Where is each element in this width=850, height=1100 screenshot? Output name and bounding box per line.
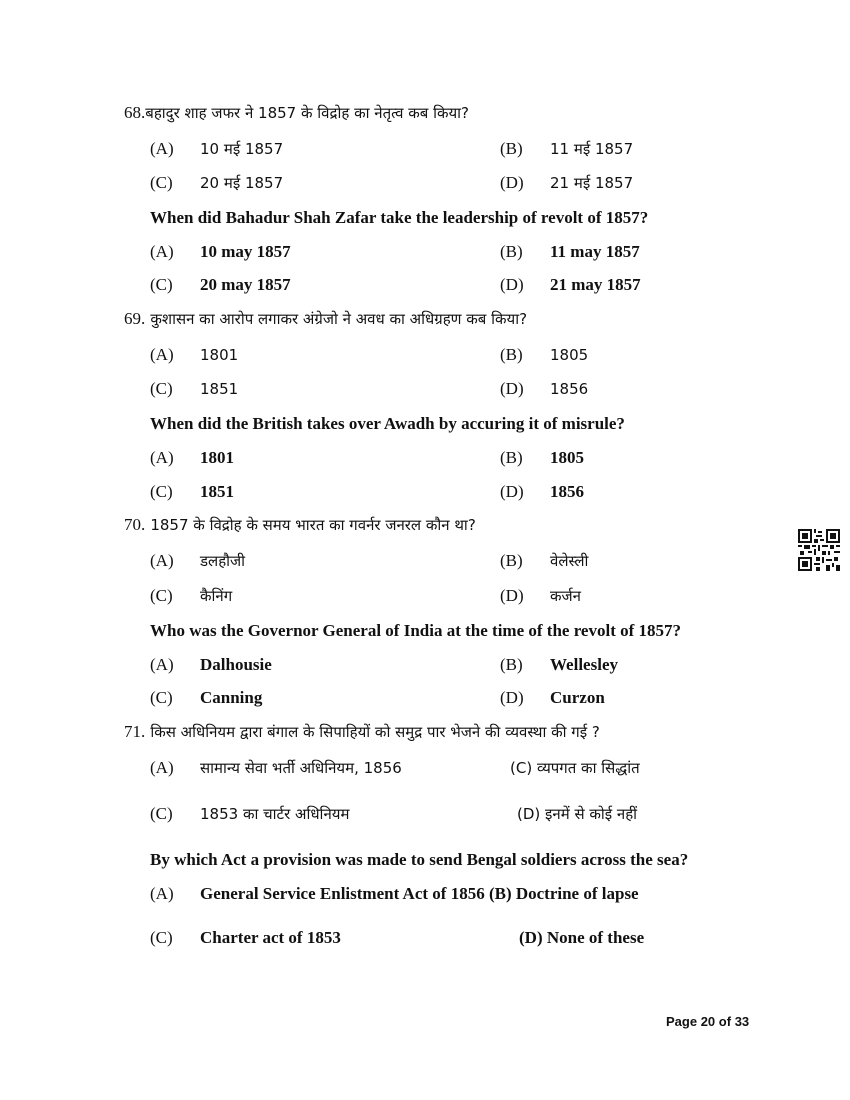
option-tag: (D) — [500, 379, 524, 398]
option-text: 1851 — [200, 482, 234, 501]
option-tag: (A) — [150, 345, 174, 364]
option-tag: (A) — [150, 551, 174, 570]
question-71-english: By which Act a provision was made to send Bengal soldiers across the sea? — [150, 850, 689, 869]
question-text: कुशासन का आरोप लगाकर अंग्रेजो ने अवध का अधिग्रहण कब किया? — [150, 310, 528, 328]
option-text: General Service Enlistment Act of 1856 (B) Doctrine of lapse — [200, 884, 639, 903]
option-text: Canning — [200, 688, 263, 707]
option-text: 11 may 1857 — [550, 242, 640, 261]
option-text: Dalhousie — [200, 655, 272, 674]
page-footer — [666, 1014, 749, 1029]
option-text: 21 मई 1857 — [550, 174, 634, 192]
option-tag: (C) — [150, 275, 173, 294]
page-number: 20 — [700, 1014, 716, 1029]
page-label: Page — [666, 1014, 698, 1029]
option-text: (D) None of these — [519, 928, 645, 947]
option-text: 1853 का चार्टर अधिनियम — [200, 805, 350, 823]
option-text: डलहौजी — [200, 552, 246, 570]
option-text: 10 मई 1857 — [200, 140, 284, 158]
option-tag: (B) — [500, 551, 523, 570]
option-tag: (C) — [150, 379, 173, 398]
option-text: 1851 — [200, 380, 239, 398]
option-text: Charter act of 1853 — [200, 928, 341, 947]
option-tag: (D) — [500, 586, 524, 605]
qr-code-icon — [798, 529, 840, 571]
option-text: 20 मई 1857 — [200, 174, 284, 192]
question-number: 69. — [124, 309, 146, 328]
option-tag: (C) — [150, 586, 173, 605]
option-tag: (C) — [150, 928, 173, 947]
option-tag: (D) — [500, 688, 524, 707]
option-text: 1856 — [550, 482, 584, 501]
option-tag: (B) — [500, 139, 523, 158]
option-text: कैनिंग — [200, 587, 233, 605]
question-70-hindi — [124, 514, 476, 536]
question-69-hindi — [124, 308, 527, 330]
option-text: वेलेस्ली — [550, 552, 589, 570]
option-tag: (A) — [150, 758, 174, 777]
option-text: 20 may 1857 — [200, 275, 291, 294]
option-text: (C) व्यपगत का सिद्धांत — [510, 759, 640, 777]
option-text: सामान्य सेवा भर्ती अधिनियम, 1856 — [200, 759, 402, 777]
question-69-english: When did the British takes over Awadh by accuring it of misrule? — [150, 414, 625, 433]
of-label: of — [718, 1014, 732, 1029]
question-number: 70. — [124, 515, 146, 534]
option-tag: (A) — [150, 655, 174, 674]
option-tag: (B) — [500, 448, 523, 467]
option-tag: (C) — [150, 688, 173, 707]
question-71-hindi — [124, 721, 600, 743]
option-text: 11 मई 1857 — [550, 140, 634, 158]
question-text: बहादुर शाह जफर ने 1857 के विद्रोह का नेतृत्व कब किया? — [145, 104, 470, 122]
option-text: 1856 — [550, 380, 589, 398]
question-number: 71. — [124, 722, 146, 741]
option-tag: (C) — [150, 804, 173, 823]
option-tag: (D) — [500, 275, 524, 294]
option-text: 1801 — [200, 346, 239, 364]
option-tag: (D) — [500, 173, 524, 192]
option-tag: (C) — [150, 173, 173, 192]
option-text: Curzon — [550, 688, 605, 707]
option-text: कर्जन — [550, 587, 581, 605]
option-text: 1805 — [550, 448, 584, 467]
option-text: 10 may 1857 — [200, 242, 291, 261]
question-70-english: Who was the Governor General of India at the time of the revolt of 1857? — [150, 621, 682, 640]
question-text: किस अधिनियम द्वारा बंगाल के सिपाहियों को समुद्र पार भेजने की व्यवस्था की गई ? — [150, 723, 600, 741]
option-tag: (B) — [500, 345, 523, 364]
option-tag: (B) — [500, 655, 523, 674]
question-68-hindi — [124, 102, 469, 124]
option-tag: (D) — [500, 482, 524, 501]
option-tag: (A) — [150, 884, 174, 903]
option-text: (D) इनमें से कोई नहीं — [517, 805, 638, 823]
option-tag: (A) — [150, 448, 174, 467]
option-text: 1805 — [550, 346, 589, 364]
question-68-english: When did Bahadur Shah Zafar take the leadership of revolt of 1857? — [150, 208, 649, 227]
option-text: 21 may 1857 — [550, 275, 641, 294]
option-text: 1801 — [200, 448, 234, 467]
option-tag: (A) — [150, 139, 174, 158]
option-text: Wellesley — [550, 655, 618, 674]
question-text: 1857 के विद्रोह के समय भारत का गवर्नर जनरल कौन था? — [150, 516, 476, 534]
option-tag: (B) — [500, 242, 523, 261]
page-total: 33 — [734, 1014, 750, 1029]
option-tag: (A) — [150, 242, 174, 261]
option-tag: (C) — [150, 482, 173, 501]
question-number: 68. — [124, 103, 146, 122]
